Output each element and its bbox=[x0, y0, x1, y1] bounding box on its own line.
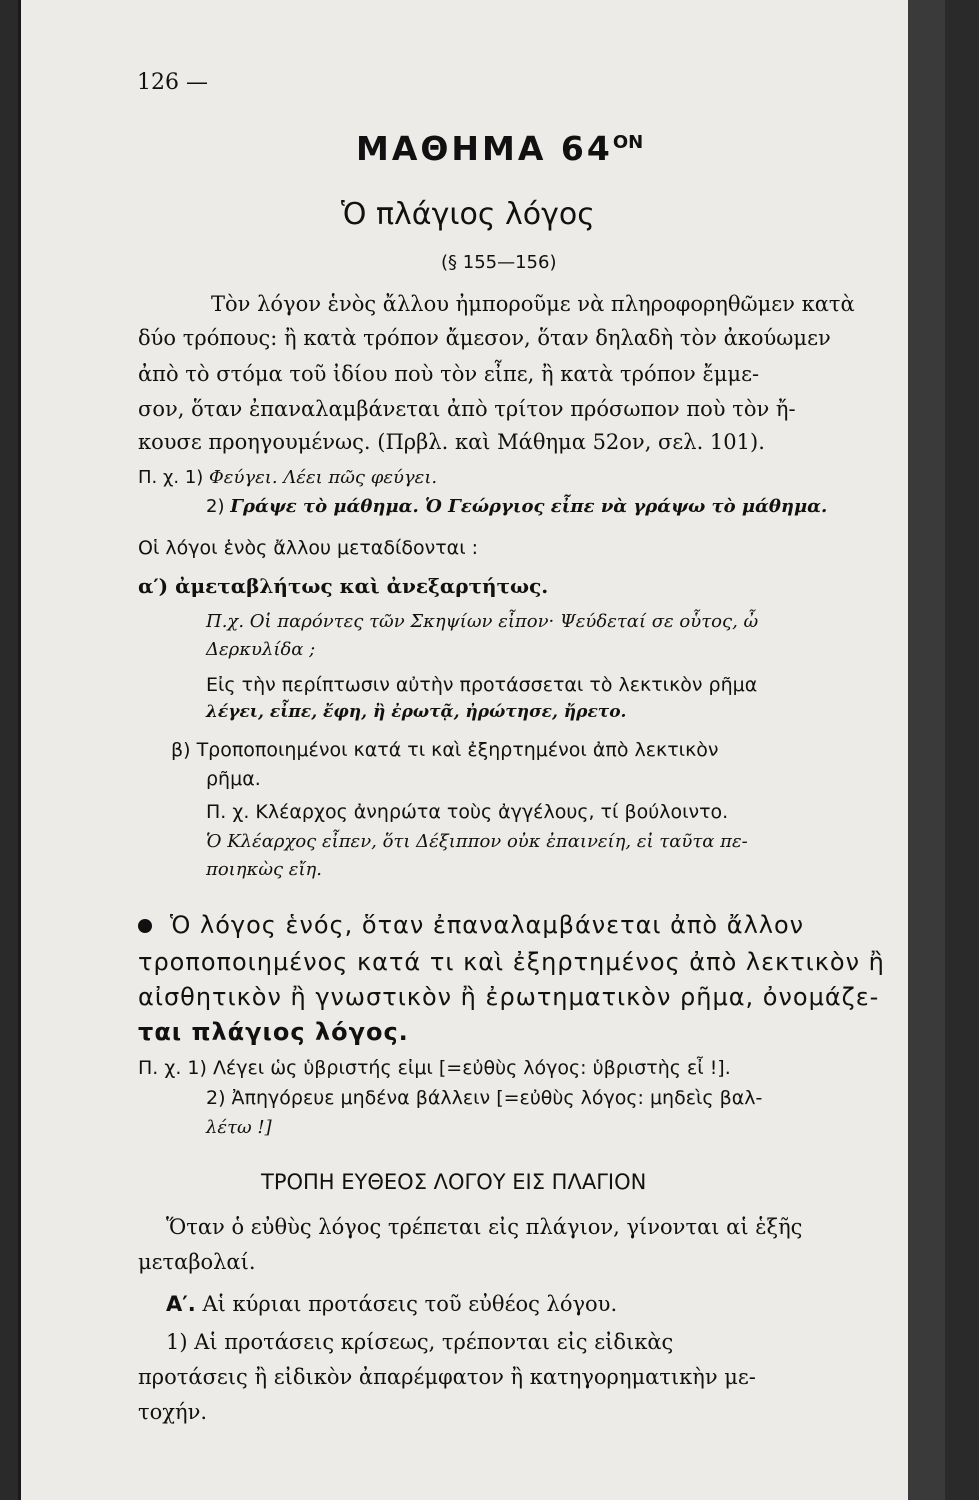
case-b-example: ποιηκὼς εἴη. bbox=[206, 859, 323, 880]
intro-line: Τὸν λόγον ἑνὸς ἄλλου ἠμποροῦμε νὰ πληροφορηθῶμεν κατὰ bbox=[211, 292, 855, 316]
example-line bbox=[206, 497, 827, 518]
example-prefix: Π. χ. 1) bbox=[138, 467, 204, 488]
case-a-label: α′) ἀμεταβλήτως καὶ ἀνεξαρτήτως. bbox=[138, 574, 549, 598]
subsection-label: Α′. bbox=[166, 1292, 196, 1316]
case-a-example: Π.χ. Οἱ παρόντες τῶν Σκηψίων εἶπον· Ψεύδεταί σε οὗτος, ὦ bbox=[206, 611, 759, 632]
paragraph-line: τοχήν. bbox=[138, 1400, 208, 1424]
example-line: 2) Ἀπηγόρευε μηδένα βάλλειν [=εὐθὺς λόγος: μηδεὶς βαλ- bbox=[206, 1087, 763, 1109]
subtitle: Ὁ πλάγιος λόγος bbox=[341, 197, 595, 232]
bullet-icon bbox=[138, 919, 152, 933]
example-text: Φεύγει. Λέει πῶς φεύγει. bbox=[209, 467, 438, 488]
book-page bbox=[18, 0, 945, 1500]
rule-line: αἰσθητικὸν ἢ γνωστικὸν ἢ ἐρωτηματικὸν ρῆμα, ὀνομάζε- bbox=[138, 983, 880, 1011]
change-line: μεταβολαί. bbox=[138, 1250, 256, 1274]
subsection-a bbox=[166, 1292, 617, 1316]
section-ref: (§ 155—156) bbox=[441, 252, 557, 273]
change-line: Ὅταν ὁ εὐθὺς λόγος τρέπεται εἰς πλάγιον, γίνονται αἱ ἑξῆς bbox=[166, 1215, 803, 1239]
case-b-label: β) Τροποποιημένοι κατά τι καὶ ἐξηρτημένοι ἀπὸ λεκτικὸν bbox=[171, 739, 719, 761]
example-text: Γράψε τὸ μάθημα. Ὁ Γεώργιος εἶπε νὰ γράψω τὸ μάθημα. bbox=[230, 496, 828, 517]
lesson-title bbox=[356, 130, 643, 168]
example-line bbox=[138, 468, 437, 489]
case-b-label: ρῆμα. bbox=[206, 768, 261, 790]
lesson-title-text: ΜΑΘΗΜΑ 64 bbox=[356, 129, 613, 168]
rule-line: ται πλάγιος λόγος. bbox=[138, 1018, 409, 1046]
section-heading: ΤΡΟΠΗ ΕΥΘΕΟΣ ΛΟΓΟΥ ΕΙΣ ΠΛΑΓΙΟΝ bbox=[261, 1170, 647, 1194]
paragraph-line: προτάσεις ἢ εἰδικὸν ἀπαρέμφατον ἢ κατηγορηματικὴν με- bbox=[138, 1365, 756, 1389]
rule-line bbox=[138, 912, 804, 940]
subsection-text: Αἱ κύριαι προτάσεις τοῦ εὐθέος λόγου. bbox=[202, 1292, 618, 1316]
case-b-example: Ὁ Κλέαρχος εἶπεν, ὅτι Δέξιππον οὐκ ἐπαινείη, εἰ ταῦτα πε- bbox=[206, 831, 748, 852]
example-line: λέτω !] bbox=[206, 1117, 272, 1138]
lesson-title-sup: ΟΝ bbox=[612, 132, 644, 153]
page-number: 126 — bbox=[137, 70, 208, 95]
example-prefix: 2) bbox=[206, 496, 225, 517]
intro-line: δύο τρόπους: ἢ κατὰ τρόπον ἄμεσον, ὅταν δηλαδὴ τὸν ἀκούωμεν bbox=[138, 326, 831, 350]
case-a-note: Εἰς τὴν περίπτωσιν αὐτὴν προτάσσεται τὸ λεκτικὸν ρῆμα bbox=[206, 674, 758, 696]
example-line: Π. χ. 1) Λέγει ὡς ὑβριστής εἰμι [=εὐθὺς λόγος: ὑβριστὴς εἶ !]. bbox=[138, 1057, 731, 1079]
intro-line: ἀπὸ τὸ στόμα τοῦ ἰδίου ποὺ τὸν εἶπε, ἢ κατὰ τρόπον ἔμμε- bbox=[138, 362, 760, 386]
page-edge bbox=[908, 0, 945, 1500]
case-a-note: λέγει, εἶπε, ἔφη, ἢ ἐρωτᾷ, ἠρώτησε, ἤρετο. bbox=[206, 702, 627, 722]
transmit-line: Οἱ λόγοι ἑνὸς ἄλλου μεταδίδονται : bbox=[138, 537, 479, 559]
case-a-example: Δερκυλίδα ; bbox=[206, 639, 316, 660]
rule-text: Ὁ λόγος ἑνός, ὅταν ἐπαναλαμβάνεται ἀπὸ ἄλλον bbox=[170, 911, 805, 939]
intro-line: σον, ὅταν ἐπαναλαμβάνεται ἀπὸ τρίτον πρόσωπον ποὺ τὸν ἤ- bbox=[138, 397, 796, 421]
intro-line: κουσε προηγουμένως. (Πρβλ. καὶ Μάθημα 52ον, σελ. 101). bbox=[138, 430, 765, 454]
rule-line: τροποποιημένος κατά τι καὶ ἐξηρτημένος ἀπὸ λεκτικὸν ἢ bbox=[138, 948, 885, 976]
paragraph-line: 1) Αἱ προτάσεις κρίσεως, τρέπονται εἰς εἰδικὰς bbox=[166, 1330, 674, 1354]
case-b-example: Π. χ. Κλέαρχος ἀνηρώτα τοὺς ἀγγέλους, τί βούλοιντο. bbox=[206, 801, 729, 823]
